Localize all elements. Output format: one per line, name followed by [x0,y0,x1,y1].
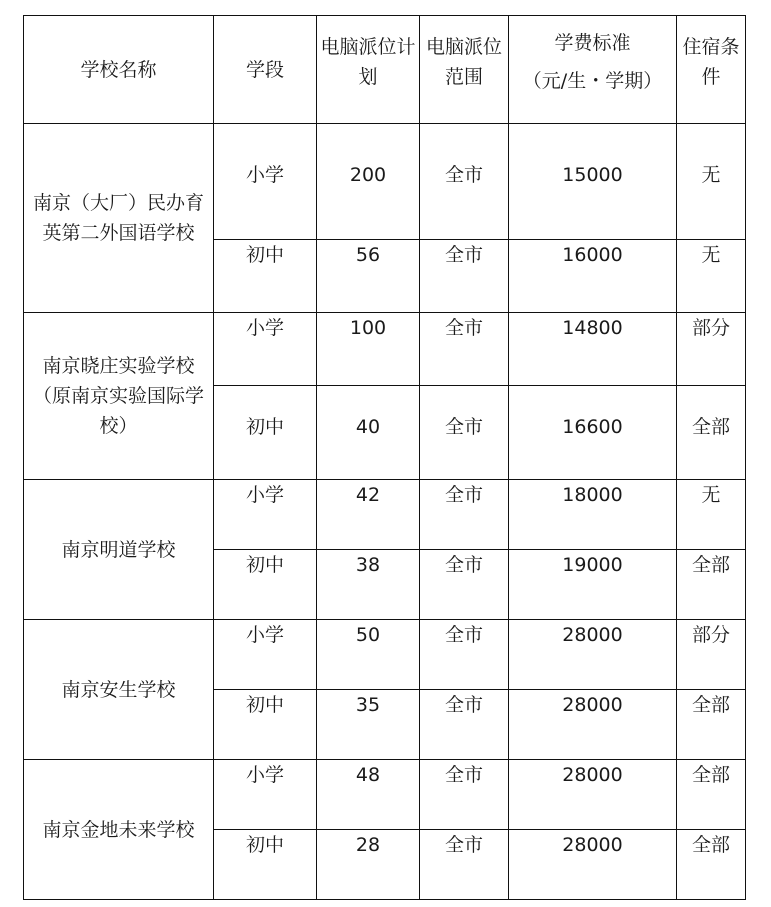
header-school-name: 学校名称 [24,16,214,124]
scope-cell: 全市 [420,620,509,690]
plan-cell: 100 [317,313,420,386]
table-row [24,480,746,550]
housing-cell: 全部 [677,760,746,830]
school-name-cell: 南京明道学校 [24,480,214,620]
housing-cell: 无 [677,124,746,240]
stage-cell: 初中 [214,240,317,313]
housing-cell: 部分 [677,620,746,690]
stage-cell: 小学 [214,760,317,830]
scope-cell: 全市 [420,124,509,240]
scope-cell: 全市 [420,240,509,313]
housing-cell: 全部 [677,386,746,480]
table-row [24,313,746,386]
scope-cell: 全市 [420,830,509,900]
scope-cell: 全市 [420,760,509,830]
table-header-row [24,16,746,124]
table-row [24,760,746,830]
school-name-cell: 南京安生学校 [24,620,214,760]
fee-cell: 28000 [509,760,677,830]
fee-cell: 19000 [509,550,677,620]
header-plan: 电脑派位计划 [317,16,420,124]
header-stage: 学段 [214,16,317,124]
stage-cell: 小学 [214,124,317,240]
stage-cell: 初中 [214,830,317,900]
fee-cell: 28000 [509,690,677,760]
stage-cell: 小学 [214,313,317,386]
scope-cell: 全市 [420,690,509,760]
fee-cell: 28000 [509,830,677,900]
school-name-cell: 南京金地未来学校 [24,760,214,900]
fee-cell: 14800 [509,313,677,386]
housing-cell: 无 [677,240,746,313]
fee-cell: 16600 [509,386,677,480]
school-name-cell: 南京晓庄实验学校（原南京实验国际学校） [24,313,214,480]
housing-cell: 部分 [677,313,746,386]
plan-cell: 28 [317,830,420,900]
stage-cell: 初中 [214,550,317,620]
plan-cell: 38 [317,550,420,620]
housing-cell: 全部 [677,690,746,760]
scope-cell: 全市 [420,313,509,386]
header-fee-title: 学费标准 [554,32,631,54]
plan-cell: 200 [317,124,420,240]
fee-cell: 15000 [509,124,677,240]
plan-cell: 35 [317,690,420,760]
scope-cell: 全市 [420,480,509,550]
plan-cell: 40 [317,386,420,480]
admissions-table [23,15,746,900]
housing-cell: 无 [677,480,746,550]
scope-cell: 全市 [420,550,509,620]
fee-cell: 16000 [509,240,677,313]
table-row [24,620,746,690]
scope-cell: 全市 [420,386,509,480]
plan-cell: 42 [317,480,420,550]
fee-cell: 18000 [509,480,677,550]
header-fee-unit: （元/生・学期） [522,70,663,92]
table-row [24,124,746,240]
fee-cell: 28000 [509,620,677,690]
header-scope: 电脑派位范围 [420,16,509,124]
housing-cell: 全部 [677,550,746,620]
stage-cell: 初中 [214,690,317,760]
housing-cell: 全部 [677,830,746,900]
stage-cell: 初中 [214,386,317,480]
plan-cell: 56 [317,240,420,313]
stage-cell: 小学 [214,620,317,690]
stage-cell: 小学 [214,480,317,550]
plan-cell: 50 [317,620,420,690]
header-fee [509,16,677,124]
school-name-cell: 南京（大厂）民办育英第二外国语学校 [24,124,214,313]
header-housing: 住宿条件 [677,16,746,124]
plan-cell: 48 [317,760,420,830]
